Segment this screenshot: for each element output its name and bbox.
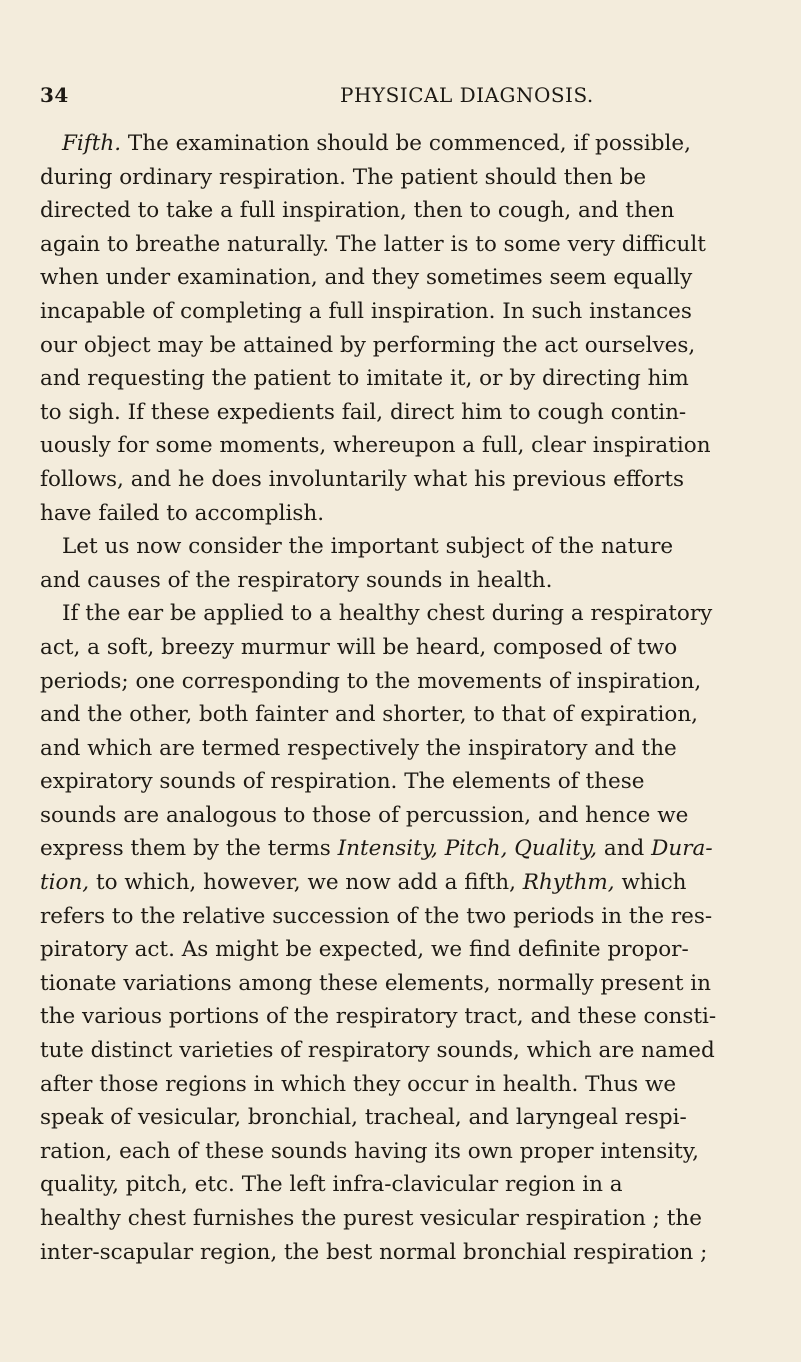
text-line: piratory act. As might be expected, we find definite propor-: [40, 937, 689, 963]
text-line: [40, 832, 778, 866]
page-number: 34: [40, 83, 69, 107]
text-line: speak of vesicular, bronchial, tracheal, and laryngeal respi-: [40, 1105, 687, 1131]
text-run: and: [597, 836, 652, 862]
text-line: incapable of completing a full inspiration. In such instances: [40, 298, 692, 324]
italic-lead: Fifth.: [62, 131, 122, 156]
text-run: to which, however, we now add a fifth,: [89, 870, 523, 896]
text-line: tionate variations among these elements, normally present in: [40, 970, 712, 996]
text-line: inter-scapular region, the best normal bronchial respiration ;: [40, 1239, 708, 1265]
text-line: refers to the relative succession of the two periods in the res-: [40, 903, 713, 929]
text-run: The examination should be commenced, if possible,: [121, 131, 691, 156]
text-line: have failed to accomplish.: [40, 500, 325, 526]
text-line: act, a soft, breezy murmur will be heard, composed of two: [40, 634, 678, 660]
text-line: quality, pitch, etc. The left infra-clavicular region in a: [40, 1172, 623, 1198]
text-line: follows, and he does involuntarily what his previous efforts: [40, 466, 684, 492]
text-line: when under examination, and they sometimes seem equally: [40, 265, 693, 291]
italic-run: Intensity, Pitch, Quality,: [337, 836, 598, 862]
text-line: expiratory sounds of respiration. The elements of these: [40, 769, 645, 795]
text-line: uously for some moments, whereupon a full, clear inspiration: [40, 433, 711, 459]
text-line: our object may be attained by performing the act ourselves,: [40, 332, 696, 358]
text-line: and which are termed respectively the inspiratory and the: [40, 735, 677, 761]
text-line: and requesting the patient to imitate it, or by directing him: [40, 366, 689, 392]
text-line: periods; one corresponding to the movements of inspiration,: [40, 668, 702, 694]
text-line: healthy chest furnishes the purest vesicular respiration ; the: [40, 1206, 702, 1231]
text-line: directed to take a full inspiration, then to cough, and then: [40, 198, 675, 224]
text-line: sounds are analogous to those of percussion, and hence we: [40, 802, 689, 828]
text-line: and the other, both fainter and shorter, to that of expiration,: [40, 702, 699, 728]
text-line: Let us now consider the important subject of the nature: [62, 534, 674, 560]
text-line: If the ear be applied to a healthy chest during a respiratory: [62, 601, 713, 627]
text-run: which: [614, 870, 687, 896]
body-text: [40, 127, 778, 1269]
running-head: PHYSICAL DIAGNOSIS.: [340, 83, 594, 107]
text-line: to sigh. If these expedients fail, direct him to cough contin-: [40, 399, 687, 425]
italic-run: tion,: [40, 870, 90, 896]
text-line: ration, each of these sounds having its own proper intensity,: [40, 1138, 699, 1164]
page-header: [40, 83, 780, 113]
italic-run: Rhythm,: [522, 870, 615, 896]
text-line: tute distinct varieties of respiratory sounds, which are named: [40, 1038, 715, 1064]
text-line: and causes of the respiratory sounds in health.: [40, 567, 553, 593]
text-line: during ordinary respiration. The patient should then be: [40, 164, 647, 190]
text-run: express them by the terms: [40, 836, 338, 862]
text-line: again to breathe naturally. The latter is to some very difficult: [40, 231, 706, 257]
text-line: the various portions of the respiratory tract, and these consti-: [40, 1004, 717, 1030]
italic-run: Dura-: [651, 836, 713, 862]
text-line: [40, 127, 778, 161]
text-line: after those regions in which they occur in health. Thus we: [40, 1071, 677, 1097]
text-line: [40, 866, 778, 900]
